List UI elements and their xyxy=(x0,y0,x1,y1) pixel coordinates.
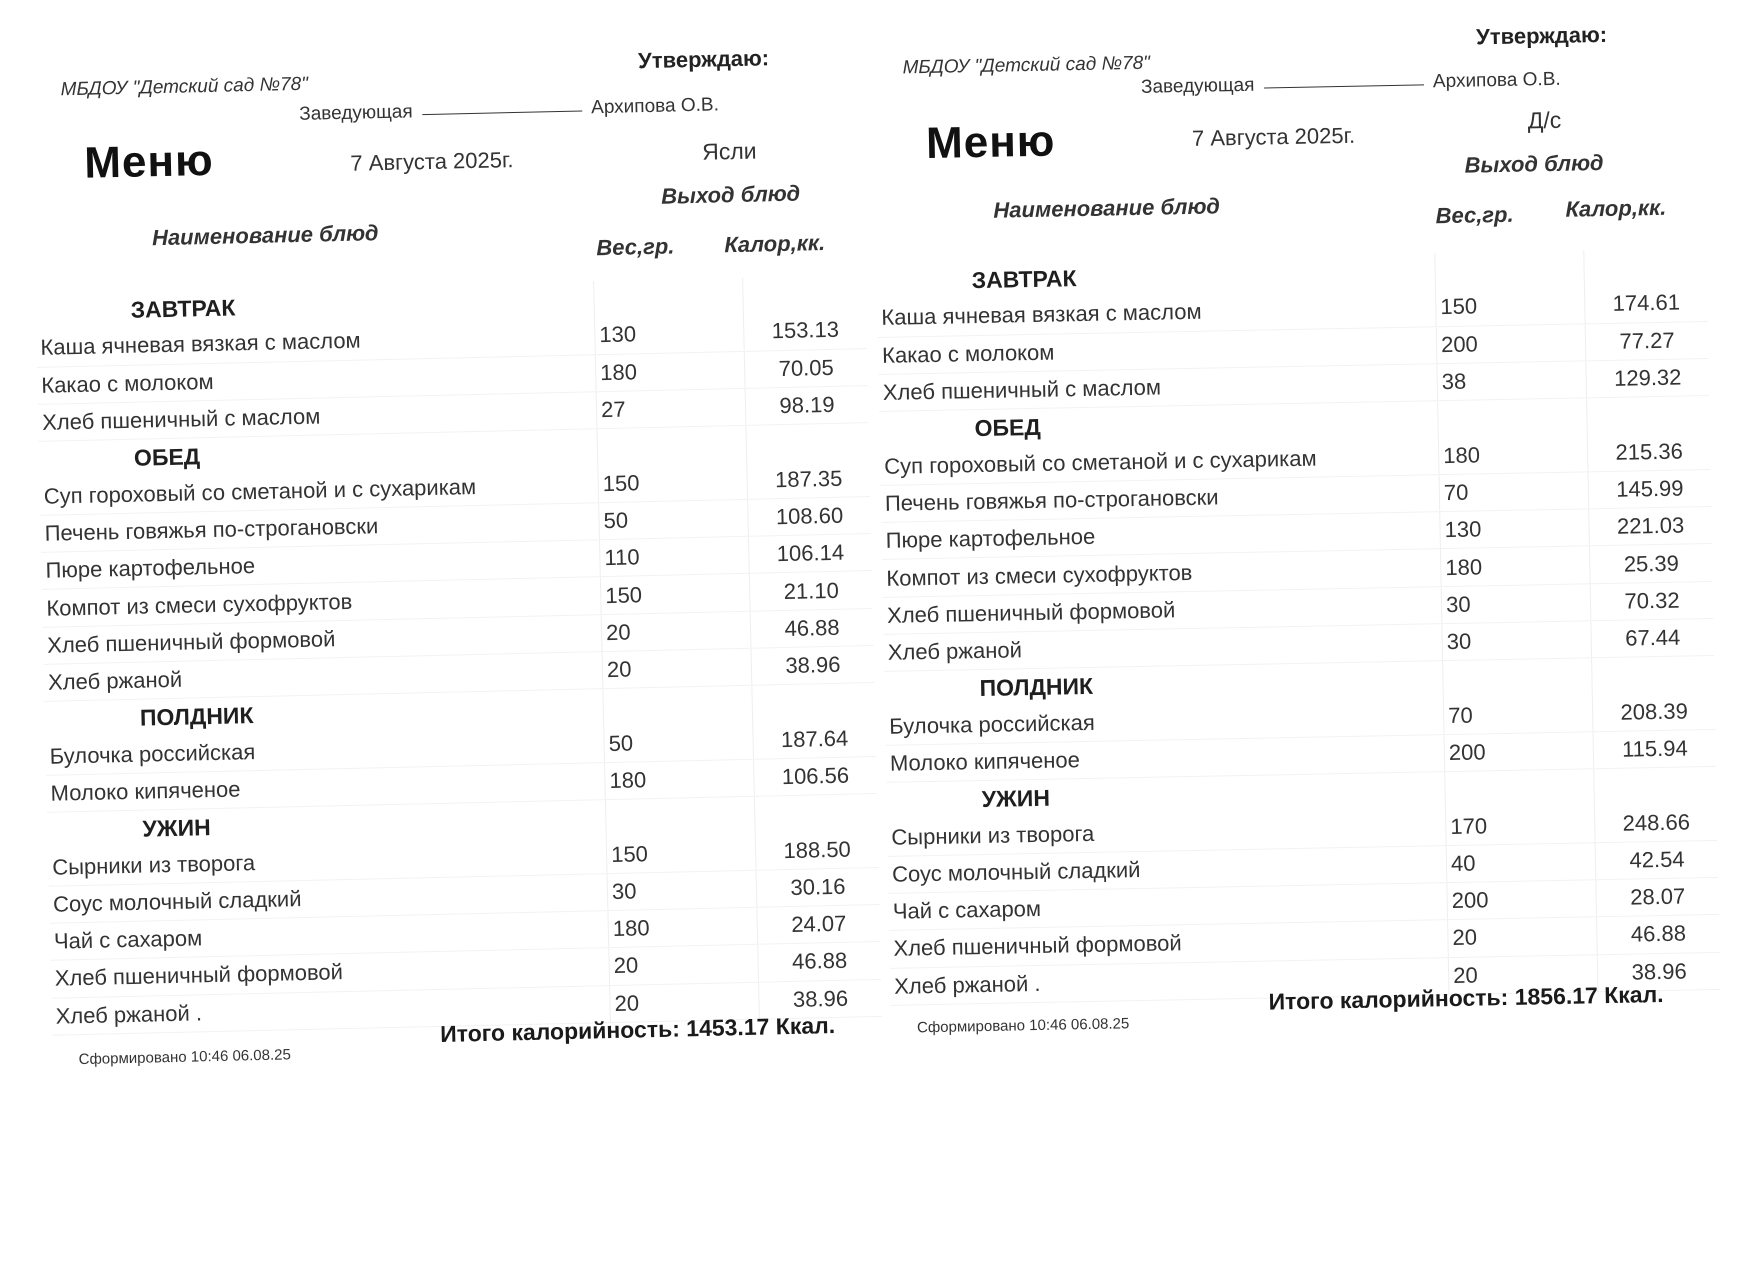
dish-calories: 187.64 xyxy=(753,720,876,760)
dish-name: Хлеб пшеничный формовой xyxy=(50,948,609,998)
dish-weight xyxy=(594,278,744,318)
director-role: Заведующая xyxy=(299,101,413,125)
dish-name: Пюре картофельное xyxy=(41,540,600,590)
dish-calories: 25.39 xyxy=(1590,544,1713,584)
section-title: ПОЛДНИК xyxy=(979,672,1094,701)
dish-calories: 46.88 xyxy=(750,608,873,648)
organization-name: МБДОУ "Детский сад №78" xyxy=(902,52,1151,79)
dish-calories: 28.07 xyxy=(1596,877,1719,917)
dish-calories: 38.96 xyxy=(1597,952,1720,992)
menu-table xyxy=(876,248,1720,1006)
calorie-header: Калор,кк. xyxy=(724,230,826,258)
dish-name: Хлеб пшеничный с маслом xyxy=(38,392,597,442)
section-title: УЖИН xyxy=(981,784,1051,812)
group-name: Ясли xyxy=(701,137,757,165)
dish-name: Пюре картофельное xyxy=(881,512,1440,560)
dish-name: Хлеб пшеничный формовой xyxy=(883,586,1442,634)
dish-weight: 30 xyxy=(607,870,757,911)
dish-weight: 40 xyxy=(1446,843,1596,883)
dish-name: Сырники из творога xyxy=(48,837,607,886)
dish-weight: 70 xyxy=(1443,695,1593,735)
page-title: Меню xyxy=(83,135,215,188)
menu-sheet-nursery xyxy=(30,43,885,1162)
dish-name: Компот из смеси сухофруктов xyxy=(42,577,601,627)
dish-weight: 150 xyxy=(598,462,748,502)
menu-date: 7 Августа 2025г. xyxy=(350,147,514,176)
generated-stamp: Сформировано 10:46 06.08.25 xyxy=(78,1046,292,1069)
generated-stamp: Сформировано 10:46 06.08.25 xyxy=(916,1015,1130,1037)
director-line xyxy=(1141,69,1561,99)
dish-weight xyxy=(1445,769,1595,809)
dish-calories: 67.44 xyxy=(1591,618,1714,658)
dish-weight: 150 xyxy=(600,574,750,615)
dish-weight: 30 xyxy=(1441,583,1591,623)
dish-calories: 38.96 xyxy=(751,645,874,685)
dish-calories xyxy=(1594,767,1717,806)
total-calories: Итого калорийность: 1856.17 Ккал. xyxy=(1268,980,1664,1015)
signature-line xyxy=(1264,84,1424,88)
dish-weight: 20 xyxy=(1448,917,1598,957)
dish-weight: 180 xyxy=(605,759,755,800)
dish-calories xyxy=(1584,248,1707,287)
director-name: Архипова О.В. xyxy=(590,94,720,119)
dish-name: Молоко кипяченое xyxy=(46,763,605,813)
menu-date: 7 Августа 2025г. xyxy=(1191,122,1356,151)
dish-name: Суп гороховый со сметаной и с сухарикам xyxy=(39,466,598,515)
dish-weight: 70 xyxy=(1439,472,1589,512)
dish-weight: 50 xyxy=(599,499,749,540)
dish-calories: 24.07 xyxy=(757,904,880,944)
dish-name-header: Наименование блюд xyxy=(151,220,379,251)
dish-calories: 248.66 xyxy=(1595,803,1718,842)
director-line xyxy=(299,94,719,126)
calorie-header: Калор,кк. xyxy=(1565,194,1667,222)
dish-name: Хлеб ржаной xyxy=(44,652,603,702)
dish-weight xyxy=(597,426,747,466)
dish-calories xyxy=(1587,396,1710,435)
director-name: Архипова О.В. xyxy=(1432,68,1561,93)
dish-weight: 180 xyxy=(1438,435,1588,475)
section-title: ЗАВТРАК xyxy=(130,294,236,323)
weight-header: Вес,гр. xyxy=(1435,201,1514,229)
dish-weight: 200 xyxy=(1447,880,1597,920)
group-name: Д/с xyxy=(1527,106,1562,134)
dish-name: Хлеб пшеничный формовой xyxy=(43,614,602,664)
dish-name: Чай с сахаром xyxy=(888,883,1447,931)
approval-label: Утверждаю: xyxy=(1475,21,1608,50)
dish-name: Какао с молоком xyxy=(878,326,1437,374)
dish-calories: 46.88 xyxy=(758,942,881,982)
dish-name: Суп гороховый со сметаной и с сухарикам xyxy=(880,438,1439,486)
dish-calories: 106.14 xyxy=(749,534,872,574)
dish-name: Соус молочный сладкий xyxy=(888,845,1447,893)
dish-weight: 110 xyxy=(600,536,750,577)
dish-name: Хлеб ржаной . xyxy=(51,985,610,1035)
dish-weight: 20 xyxy=(610,982,760,1023)
dish-name: Булочка российская xyxy=(45,726,604,775)
dish-calories: 208.39 xyxy=(1592,693,1715,732)
dish-name-header: Наименование блюд xyxy=(993,193,1221,223)
dish-weight: 180 xyxy=(595,351,745,392)
dish-weight: 20 xyxy=(1448,954,1598,994)
dish-weight: 20 xyxy=(601,611,751,652)
dish-calories: 42.54 xyxy=(1595,840,1718,880)
dish-calories: 70.32 xyxy=(1590,581,1713,621)
dish-weight xyxy=(605,796,755,836)
dish-weight: 130 xyxy=(1440,509,1590,549)
dish-name: Хлеб ржаной . xyxy=(890,957,1449,1005)
dish-weight: 50 xyxy=(604,722,754,762)
section-title: ПОЛДНИК xyxy=(139,702,254,731)
dish-weight: 38 xyxy=(1437,361,1587,401)
dish-calories xyxy=(1592,656,1715,695)
dish-calories: 215.36 xyxy=(1587,432,1710,471)
dish-name: Булочка российская xyxy=(885,698,1444,746)
dish-weight: 30 xyxy=(1442,621,1592,661)
dish-calories: 70.05 xyxy=(744,348,867,388)
dish-name: Сырники из творога xyxy=(887,809,1446,857)
dish-weight: 200 xyxy=(1436,323,1586,363)
approval-label: Утверждаю: xyxy=(637,45,770,74)
dish-calories: 38.96 xyxy=(759,979,882,1019)
organization-name: МБДОУ "Детский сад №78" xyxy=(60,73,309,101)
dish-calories: 129.32 xyxy=(1586,358,1709,398)
dish-weight: 20 xyxy=(602,648,752,689)
dish-weight: 20 xyxy=(609,945,759,986)
dish-weight xyxy=(1443,658,1593,698)
dish-weight: 200 xyxy=(1444,732,1594,772)
dish-calories xyxy=(752,683,875,723)
dish-calories: 187.35 xyxy=(747,460,870,500)
dish-calories xyxy=(754,794,877,834)
output-header: Выход блюд xyxy=(1464,149,1604,178)
section-title: ЗАВТРАК xyxy=(971,264,1077,293)
dish-weight xyxy=(603,686,753,726)
dish-name: Компот из смеси сухофруктов xyxy=(882,549,1441,597)
dish-name: Соус молочный сладкий xyxy=(49,873,608,923)
dish-calories: 174.61 xyxy=(1585,284,1708,323)
dish-calories: 188.50 xyxy=(755,830,878,870)
dish-calories: 145.99 xyxy=(1588,469,1711,509)
dish-name: Хлеб пшеничный формовой xyxy=(889,920,1448,968)
section-title: УЖИН xyxy=(142,813,211,842)
weight-header: Вес,гр. xyxy=(596,233,675,261)
dish-weight: 170 xyxy=(1445,806,1595,846)
dish-name: Хлеб ржаной xyxy=(883,624,1442,672)
dish-calories: 106.56 xyxy=(754,756,877,796)
director-role: Заведующая xyxy=(1140,74,1255,98)
output-header: Выход блюд xyxy=(660,180,801,209)
dish-calories xyxy=(746,423,869,463)
page-title: Меню xyxy=(925,116,1056,168)
dish-calories: 115.94 xyxy=(1593,729,1716,769)
dish-weight: 27 xyxy=(596,388,746,429)
dish-name: Хлеб пшеничный с маслом xyxy=(878,364,1437,412)
dish-name: Печень говяжья по-строгановски xyxy=(881,474,1440,522)
dish-weight: 150 xyxy=(606,833,756,873)
dish-weight: 180 xyxy=(1441,546,1591,586)
section-title: ОБЕД xyxy=(133,443,201,471)
dish-calories: 221.03 xyxy=(1589,507,1712,547)
menu-sheet-kindergarten xyxy=(872,20,1723,1136)
dish-calories: 30.16 xyxy=(756,867,879,907)
signature-line xyxy=(422,110,582,115)
dish-calories: 153.13 xyxy=(743,311,866,351)
menu-table xyxy=(35,275,882,1036)
section-title: ОБЕД xyxy=(974,413,1041,441)
dish-weight xyxy=(1438,398,1588,438)
dish-name: Какао с молоком xyxy=(37,354,596,404)
dish-weight: 150 xyxy=(1436,287,1586,327)
dish-name: Молоко кипяченое xyxy=(886,735,1445,783)
dish-calories: 46.88 xyxy=(1597,915,1720,955)
dish-calories xyxy=(743,275,866,314)
dish-weight: 180 xyxy=(608,907,758,948)
dish-calories: 77.27 xyxy=(1585,321,1708,361)
total-calories: Итого калорийность: 1453.17 Ккал. xyxy=(439,1011,836,1047)
dish-calories: 108.60 xyxy=(748,496,871,536)
dish-weight xyxy=(1435,250,1585,289)
dish-weight: 130 xyxy=(594,314,744,354)
dish-name: Печень говяжья по-строгановски xyxy=(40,502,599,552)
dish-name: Каша ячневая вязкая с маслом xyxy=(877,290,1436,338)
dish-name: Каша ячневая вязкая с маслом xyxy=(36,318,595,367)
dish-name: Чай с сахаром xyxy=(50,911,609,961)
dish-calories: 98.19 xyxy=(745,385,868,425)
dish-calories: 21.10 xyxy=(749,571,872,611)
